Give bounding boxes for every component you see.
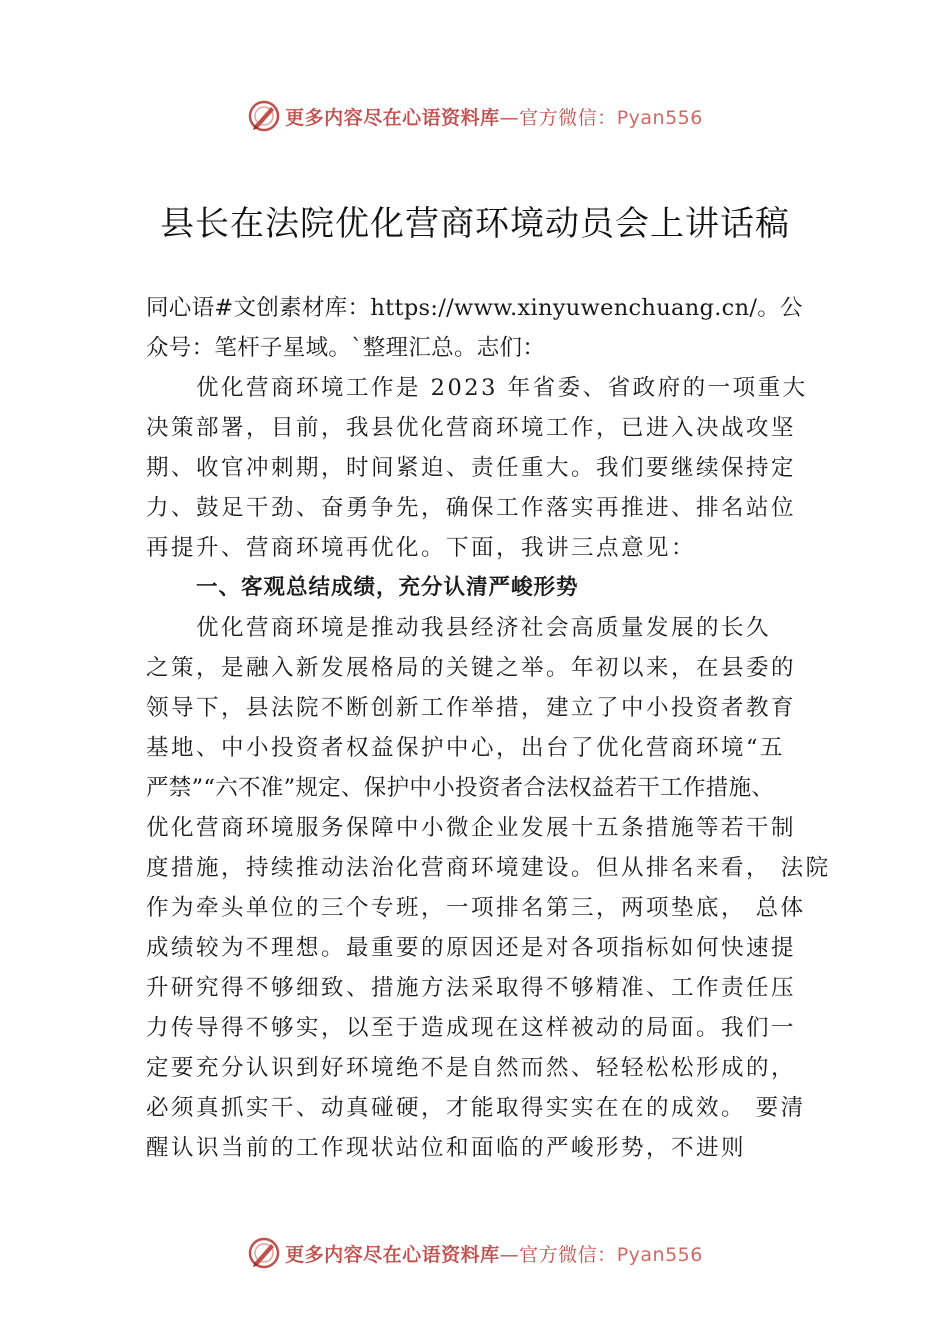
paragraph-line: 优化营商环境是推动我县经济社会高质量发展的长久 bbox=[196, 615, 772, 641]
paragraph-line: 定要充分认识到好环境绝不是自然而然、轻轻松松形成的， bbox=[146, 1055, 797, 1081]
watermark-dash: — bbox=[499, 106, 520, 129]
watermark-wechat-id: Pyan556 bbox=[616, 1243, 703, 1266]
paragraph-line: 必须真抓实干、动真碰硬，才能取得实实在在的成效。 要清 bbox=[146, 1095, 806, 1121]
header-watermark bbox=[0, 96, 950, 136]
paragraph-line: 升研究得不够细致、措施方法采取得不够精准、工作责任压 bbox=[146, 975, 797, 1001]
intro-line: 众号：笔杆子星域。`整理汇总。志们： bbox=[146, 335, 546, 361]
footer-watermark bbox=[0, 1233, 950, 1273]
watermark-dash: — bbox=[499, 1243, 520, 1266]
watermark-wechat-id: Pyan556 bbox=[616, 106, 703, 129]
watermark-site-text: 更多内容尽在心语资料库 bbox=[285, 1243, 500, 1266]
paragraph-line: 成绩较为不理想。最重要的原因还是对各项指标如何快速提 bbox=[146, 935, 797, 961]
paragraph-line: 醒认识当前的工作现状站位和面临的严峻形势，不进则 bbox=[146, 1135, 747, 1161]
paragraph-line: 严禁”“六不准”规定、保护中小投资者合法权益若干工作措施、 bbox=[146, 775, 775, 801]
paragraph-line: 优化营商环境工作是 2023 年省委、省政府的一项重大 bbox=[196, 375, 808, 401]
paragraph-line: 力传导得不够实，以至于造成现在这样被动的局面。我们一 bbox=[146, 1015, 797, 1041]
watermark-site-text: 更多内容尽在心语资料库 bbox=[285, 106, 500, 129]
watermark-wechat-label: 官方微信： bbox=[519, 1243, 617, 1266]
intro-line: 同心语#文创素材库：https://www.xinyuwenchuang.cn/。公 bbox=[146, 295, 803, 321]
paragraph-line: 度措施，持续推动法治化营商环境建设。但从排名来看， 法院 bbox=[146, 855, 831, 881]
paragraph-line: 领导下，县法院不断创新工作举措，建立了中小投资者教育 bbox=[146, 695, 797, 721]
pen-seal-icon bbox=[247, 99, 281, 133]
pen-seal-icon bbox=[247, 1236, 281, 1270]
document-title: 县长在法院优化营商环境动员会上讲话稿 bbox=[160, 204, 790, 244]
paragraph-line: 优化营商环境服务保障中小微企业发展十五条措施等若干制 bbox=[146, 815, 797, 841]
paragraph-line: 力、鼓足干劲、奋勇争先，确保工作落实再推进、排名站位 bbox=[146, 495, 797, 521]
paragraph-line: 期、收官冲刺期，时间紧迫、责任重大。我们要继续保持定 bbox=[146, 455, 797, 481]
paragraph-line: 再提升、营商环境再优化。下面，我讲三点意见： bbox=[146, 535, 697, 561]
paragraph-line: 作为牵头单位的三个专班，一项排名第三，两项垫底， 总体 bbox=[146, 895, 806, 921]
paragraph-line: 基地、中小投资者权益保护中心，出台了优化营商环境“五 bbox=[146, 735, 786, 761]
document-body bbox=[146, 288, 831, 1168]
paragraph-line: 决策部署，目前，我县优化营商环境工作，已进入决战攻坚 bbox=[146, 415, 797, 441]
section-heading: 一、客观总结成绩，充分认清严峻形势 bbox=[196, 575, 579, 600]
watermark-wechat-label: 官方微信： bbox=[519, 106, 617, 129]
paragraph-line: 之策，是融入新发展格局的关键之举。年初以来，在县委的 bbox=[146, 655, 797, 681]
